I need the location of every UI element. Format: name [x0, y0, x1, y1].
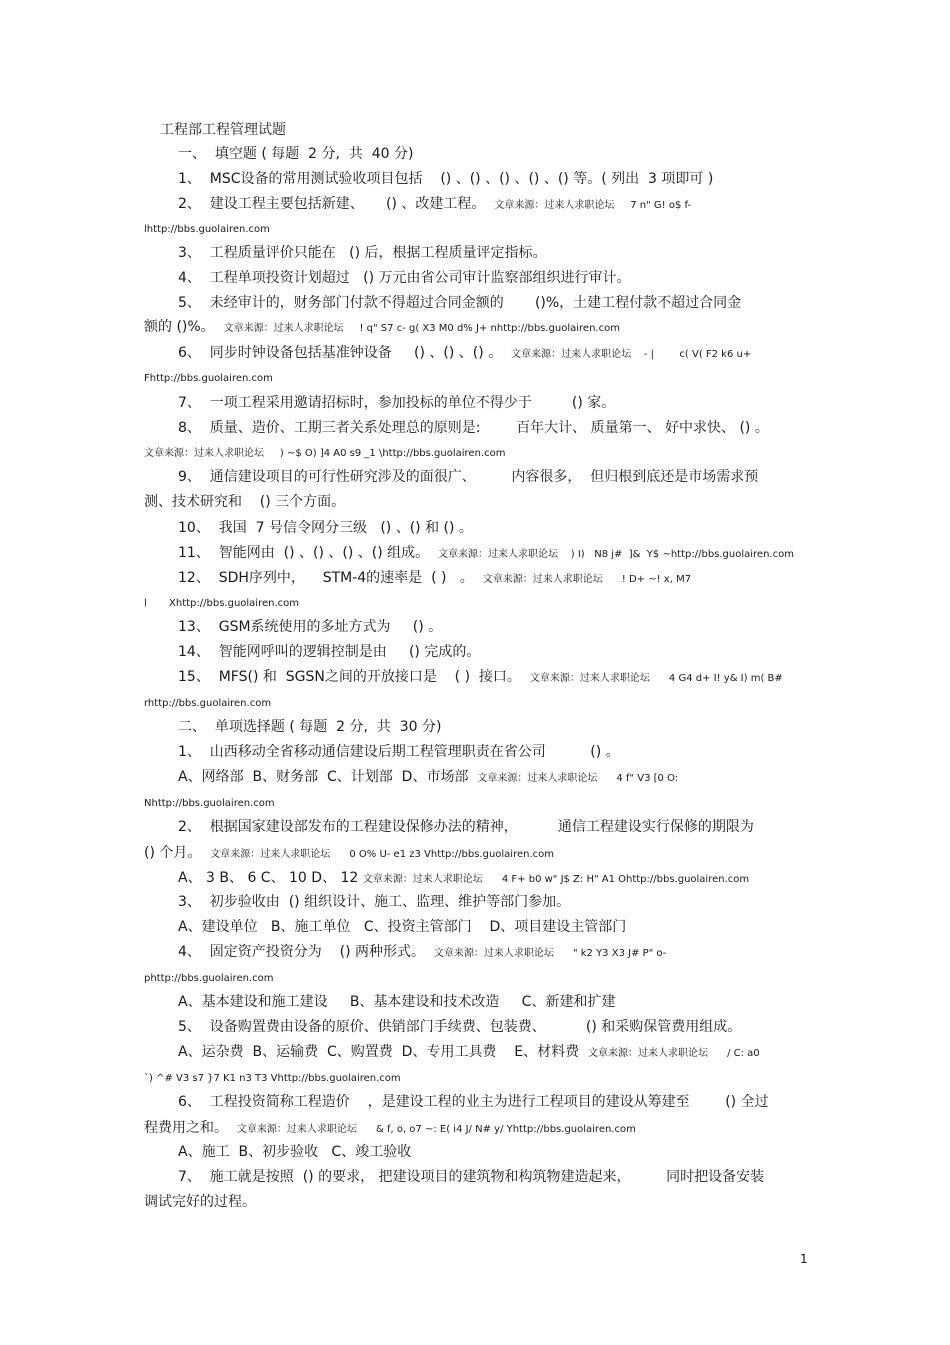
question-text: 程费用之和。	[144, 1120, 228, 1136]
question-text: 4、 固定资产投资分为 () 两种形式。	[178, 944, 425, 960]
question-line	[144, 844, 554, 864]
question-line: 测、技术研究和 () 三个方面。	[144, 494, 346, 510]
question-line: 6、 工程投资简称工程造价 ，是建设工程的业主为进行工程项目的建设从筹建至 () 全过	[178, 1094, 769, 1110]
source-note: 文章来源：过来人求职论坛 4 G4 d+ I! y& I) m( B#	[529, 673, 783, 684]
source-note: 文章来源：过来人求职论坛 & f, o, o7 ~: E( i4 J/ N# y/ Yhttp://bbs.guolairen.com	[236, 1124, 636, 1135]
question-line	[178, 195, 691, 215]
question-line	[144, 318, 620, 338]
source-note: 文章来源：过来人求职论坛 0 O% U- e1 z3 Vhttp://bbs.guolairen.com	[210, 849, 555, 860]
question-text: 12、 SDH序列中， STM-4的速率是 ( ) 。	[178, 570, 474, 586]
question-line: 8、 质量、造价、工期三者关系处理总的原则是: 百年大计、 质量第一、 好中求快、 () 。	[178, 420, 769, 436]
source-note: 文章来源：过来人求职论坛 / C: a0	[588, 1048, 760, 1059]
question-line: 7、 一项工程采用邀请招标时，参加投标的单位不得少于 () 家。	[178, 395, 616, 411]
question-line	[178, 344, 751, 364]
source-note: 文章来源：过来人求职论坛 ) ~$ O) ]4 A0 s9 _1 \http://bbs.guolairen.com	[144, 448, 506, 459]
source-note: 文章来源：过来人求职论坛 4 F+ b0 w" J$ Z: H" A1 Ohttp://bbs.guolairen.com	[362, 874, 750, 885]
answer-options	[178, 869, 749, 889]
question-line: 9、 通信建设项目的可行性研究涉及的面很广、 内容很多， 但归根到底还是市场需求预	[178, 469, 759, 485]
options-text: A、运杂费 B、运输费 C、购置费 D、专用工具费 E、材料费	[178, 1044, 580, 1060]
question-line: 1、 山西移动全省移动通信建设后期工程管理职责在省公司 () 。	[178, 744, 620, 760]
question-line: 14、 智能网呼叫的逻辑控制是由 () 完成的。	[178, 644, 481, 660]
question-line: 3、 工程质量评价只能在 () 后，根据工程质量评定指标。	[178, 245, 547, 261]
question-line	[178, 943, 666, 963]
source-url: Nhttp://bbs.guolairen.com	[144, 798, 275, 809]
question-line: 10、 我国 7 号信令网分三级 () 、() 和 () 。	[178, 520, 473, 536]
document-title: 工程部工程管理试题	[160, 122, 286, 138]
source-url: Fhttp://bbs.guolairen.com	[144, 373, 273, 384]
question-line: 5、 未经审计的，财务部门付款不得超过合同金额的 ()%，土建工程付款不超过合同金	[178, 295, 742, 311]
source-url: `) ^# V3 s7 }7 K1 n3 T3 Vhttp://bbs.guolairen.com	[144, 1073, 401, 1084]
question-text: () 个月。	[144, 845, 202, 861]
source-note: 文章来源：过来人求职论坛 ) I) N8 j# ]& Y$ ~http://bbs.guolairen.com	[438, 549, 794, 560]
question-line: 3、 初步验收由 () 组织设计、施工、监理、维护等部门参加。	[178, 894, 571, 910]
section-heading-fill-in: 一、 填空题 ( 每题 2 分, 共 40 分)	[178, 146, 414, 162]
source-note: 文章来源：过来人求职论坛 7 n" G! o$ f-	[494, 200, 692, 211]
source-note: 文章来源：过来人求职论坛 - | c( V( F2 k6 u+	[511, 349, 752, 360]
question-text: 6、 同步时钟设备包括基准钟设备 () 、() 、() 。	[178, 345, 503, 361]
source-note: 文章来源：过来人求职论坛 " k2 Y3 X3 J# P" o-	[433, 948, 667, 959]
question-line: 5、 设备购置费由设备的原价、供销部门手续费、包装费、 () 和采购保管费用组成。	[178, 1019, 742, 1035]
source-note: 文章来源：过来人求职论坛 ! q" S7 c- g( X3 M0 d% J+ nhttp://bbs.guolairen.com	[223, 323, 620, 334]
answer-options	[178, 1043, 760, 1063]
source-note: 文章来源：过来人求职论坛 4 f" V3 [0 O:	[477, 773, 679, 784]
question-line: 调试完好的过程。	[144, 1194, 256, 1210]
question-line	[178, 668, 783, 688]
question-text: 15、 MFS() 和 SGSN之间的开放接口是 ( ) 接口。	[178, 669, 521, 685]
question-line	[178, 544, 794, 564]
source-url: phttp://bbs.guolairen.com	[144, 973, 274, 984]
answer-options: A、施工 B、初步验收 C、竣工验收	[178, 1144, 412, 1160]
question-line: 4、 工程单项投资计划超过 () 万元由省公司审计监察部组织进行审计。	[178, 270, 631, 286]
question-line: 1、 MSC设备的常用测试验收项目包括 () 、() 、() 、() 、() 等。( 列出 3 项即可 )	[178, 171, 714, 187]
question-line: 2、 根据国家建设部发布的工程建设保修办法的精神， 通信工程建设实行保修的期限为	[178, 819, 754, 835]
page-number: 1	[800, 1252, 808, 1266]
source-url: lhttp://bbs.guolairen.com	[144, 224, 270, 235]
source-note: 文章来源：过来人求职论坛 ! D+ ~! x, M7	[482, 574, 692, 585]
question-text: 11、 智能网由 () 、() 、() 、() 组成。	[178, 545, 430, 561]
source-url: l Xhttp://bbs.guolairen.com	[144, 598, 300, 609]
question-text: 2、 建设工程主要包括新建、 () 、改建工程。	[178, 196, 486, 212]
source-url: rhttp://bbs.guolairen.com	[144, 698, 272, 709]
answer-options	[178, 768, 678, 788]
question-line: 13、 GSM系统使用的多址方式为 () 。	[178, 619, 443, 635]
answer-options: A、基本建设和施工建设 B、基本建设和技术改造 C、新建和扩建	[178, 994, 616, 1010]
question-text: 额的 ()%。	[144, 319, 215, 335]
section-heading-single-choice: 二、 单项选择题 ( 每题 2 分, 共 30 分)	[178, 719, 442, 735]
options-text: A、 3 B、 6 C、 10 D、 12	[178, 870, 359, 886]
question-line	[178, 569, 691, 589]
question-line: 7、 施工就是按照 () 的要求， 把建设项目的建筑物和构筑物建造起来， 同时把设备安装	[178, 1169, 765, 1185]
answer-options: A、建设单位 B、施工单位 C、投资主管部门 D、项目建设主管部门	[178, 919, 627, 935]
question-line	[144, 1119, 636, 1139]
options-text: A、网络部 B、财务部 C、计划部 D、市场部	[178, 769, 469, 785]
